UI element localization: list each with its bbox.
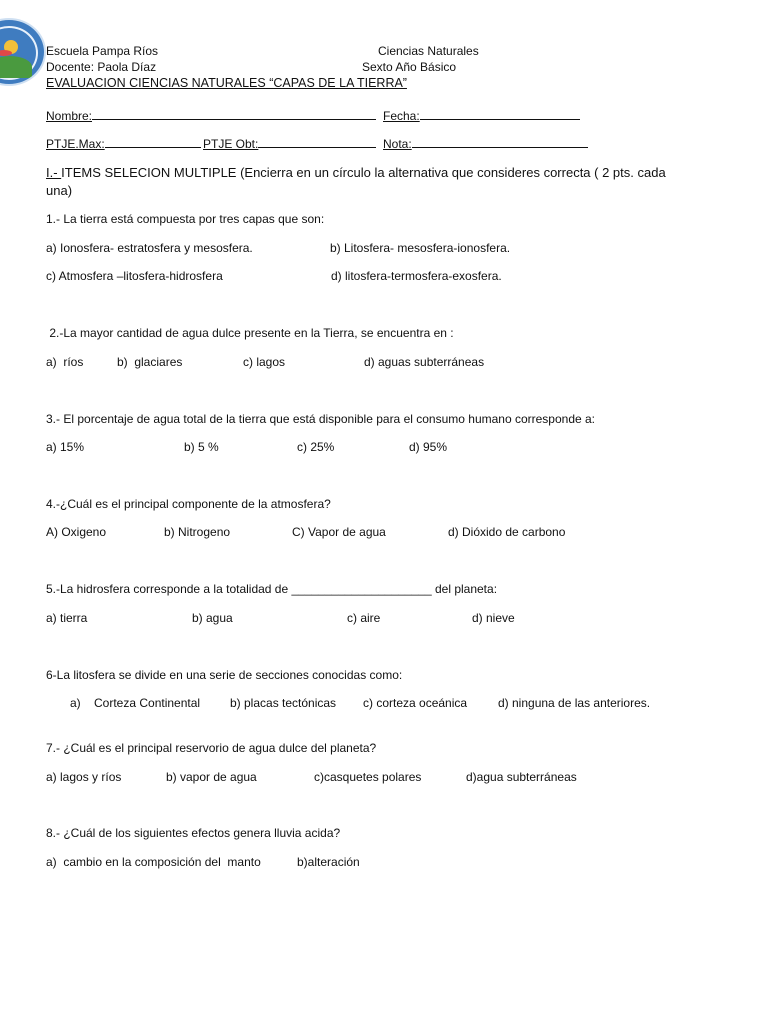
field-ptje-max-label: PTJE.Max: — [46, 137, 105, 151]
q1-option-a[interactable]: a) Ionosfera- estratosfera y mesosfera. — [46, 241, 253, 255]
q4-option-a[interactable]: A) Oxigeno — [46, 525, 107, 539]
q2-option-c[interactable]: c) lagos — [243, 355, 286, 369]
q5-option-a[interactable]: a) tierra — [46, 611, 88, 625]
q2-option-d[interactable]: d) aguas subterráneas — [364, 355, 485, 369]
q3-option-c[interactable]: c) 25% — [297, 440, 335, 454]
field-nota — [383, 136, 588, 151]
q6-option-c[interactable]: c) corteza oceánica — [363, 696, 468, 710]
question-4: 4.-¿Cuál es el principal componente de la atmosfera? — [46, 497, 331, 511]
q6-option-a[interactable]: a) Corteza Continental — [70, 696, 201, 710]
q8-option-a[interactable]: a) cambio en la composición del manto — [46, 855, 261, 869]
field-ptje-obt-line[interactable] — [258, 136, 376, 148]
section-number: I.- — [46, 165, 62, 180]
question-8: 8.- ¿Cuál de los siguientes efectos genera lluvia acida? — [46, 826, 341, 840]
q6-option-b[interactable]: b) placas tectónicas — [230, 696, 337, 710]
section-text: ITEMS SELECION MULTIPLE (Encierra en un círculo la alternativa que consideres correcta ( 2 pts. cada — [61, 165, 666, 180]
q2-option-a[interactable]: a) ríos — [46, 355, 84, 369]
question-2: 2.-La mayor cantidad de agua dulce presente en la Tierra, se encuentra en : — [46, 326, 454, 340]
q1-option-b[interactable]: b) Litosfera- mesosfera-ionosfera. — [330, 241, 511, 255]
q8-option-b[interactable]: b)alteración — [297, 855, 360, 869]
question-3: 3.- El porcentaje de agua total de la tierra que está disponible para el consumo humano corresponde a: — [46, 412, 596, 426]
q1-option-d[interactable]: d) litosfera-termosfera-exosfera. — [331, 269, 502, 283]
q7-option-c[interactable]: c)casquetes polares — [314, 770, 422, 784]
field-fecha-line[interactable] — [420, 108, 580, 120]
q4-option-b[interactable]: b) Nitrogeno — [164, 525, 231, 539]
field-nombre-label: Nombre: — [46, 109, 93, 123]
logo-hill-icon — [0, 56, 32, 78]
teacher-name: Docente: Paola Díaz — [46, 60, 157, 74]
section-heading — [46, 166, 666, 180]
question-7: 7.- ¿Cuál es el principal reservorio de agua dulce del planeta? — [46, 741, 377, 755]
q3-option-b[interactable]: b) 5 % — [184, 440, 219, 454]
question-6: 6-La litosfera se divide en una serie de secciones conocidas como: — [46, 668, 403, 682]
subject-name: Ciencias Naturales — [378, 44, 479, 58]
q2-option-b[interactable]: b) glaciares — [117, 355, 183, 369]
q5-option-d[interactable]: d) nieve — [472, 611, 515, 625]
question-5: 5.-La hidrosfera corresponde a la totalidad de _____________________ del planeta: — [46, 582, 498, 596]
q4-option-c[interactable]: C) Vapor de agua — [292, 525, 386, 539]
field-ptje-obt — [203, 136, 376, 151]
field-ptje-obt-label: PTJE Obt: — [203, 137, 259, 151]
exam-title: EVALUACION CIENCIAS NATURALES “CAPAS DE LA TIERRA” — [46, 76, 407, 90]
q6-option-d[interactable]: d) ninguna de las anteriores. — [498, 696, 651, 710]
q7-option-a[interactable]: a) lagos y ríos — [46, 770, 122, 784]
field-fecha — [383, 108, 580, 123]
field-ptje-max — [46, 136, 201, 151]
grade-level: Sexto Año Básico — [362, 60, 457, 74]
q7-option-d[interactable]: d)agua subterráneas — [466, 770, 577, 784]
q4-option-d[interactable]: d) Dióxido de carbono — [448, 525, 566, 539]
field-fecha-label: Fecha: — [383, 109, 420, 123]
field-nombre — [46, 108, 376, 123]
field-ptje-max-line[interactable] — [105, 136, 201, 148]
field-nombre-line[interactable] — [92, 108, 376, 120]
q3-option-a[interactable]: a) 15% — [46, 440, 85, 454]
q5-option-c[interactable]: c) aire — [347, 611, 381, 625]
q7-option-b[interactable]: b) vapor de agua — [166, 770, 257, 784]
q1-option-c[interactable]: c) Atmosfera –litosfera-hidrosfera — [46, 269, 223, 283]
school-name: Escuela Pampa Ríos — [46, 44, 159, 58]
field-nota-label: Nota: — [383, 137, 412, 151]
section-text-cont: una) — [46, 183, 73, 198]
q3-option-d[interactable]: d) 95% — [409, 440, 448, 454]
question-1: 1.- La tierra está compuesta por tres capas que son: — [46, 212, 325, 226]
school-logo — [0, 18, 46, 86]
q5-option-b[interactable]: b) agua — [192, 611, 233, 625]
field-nota-line[interactable] — [412, 136, 588, 148]
